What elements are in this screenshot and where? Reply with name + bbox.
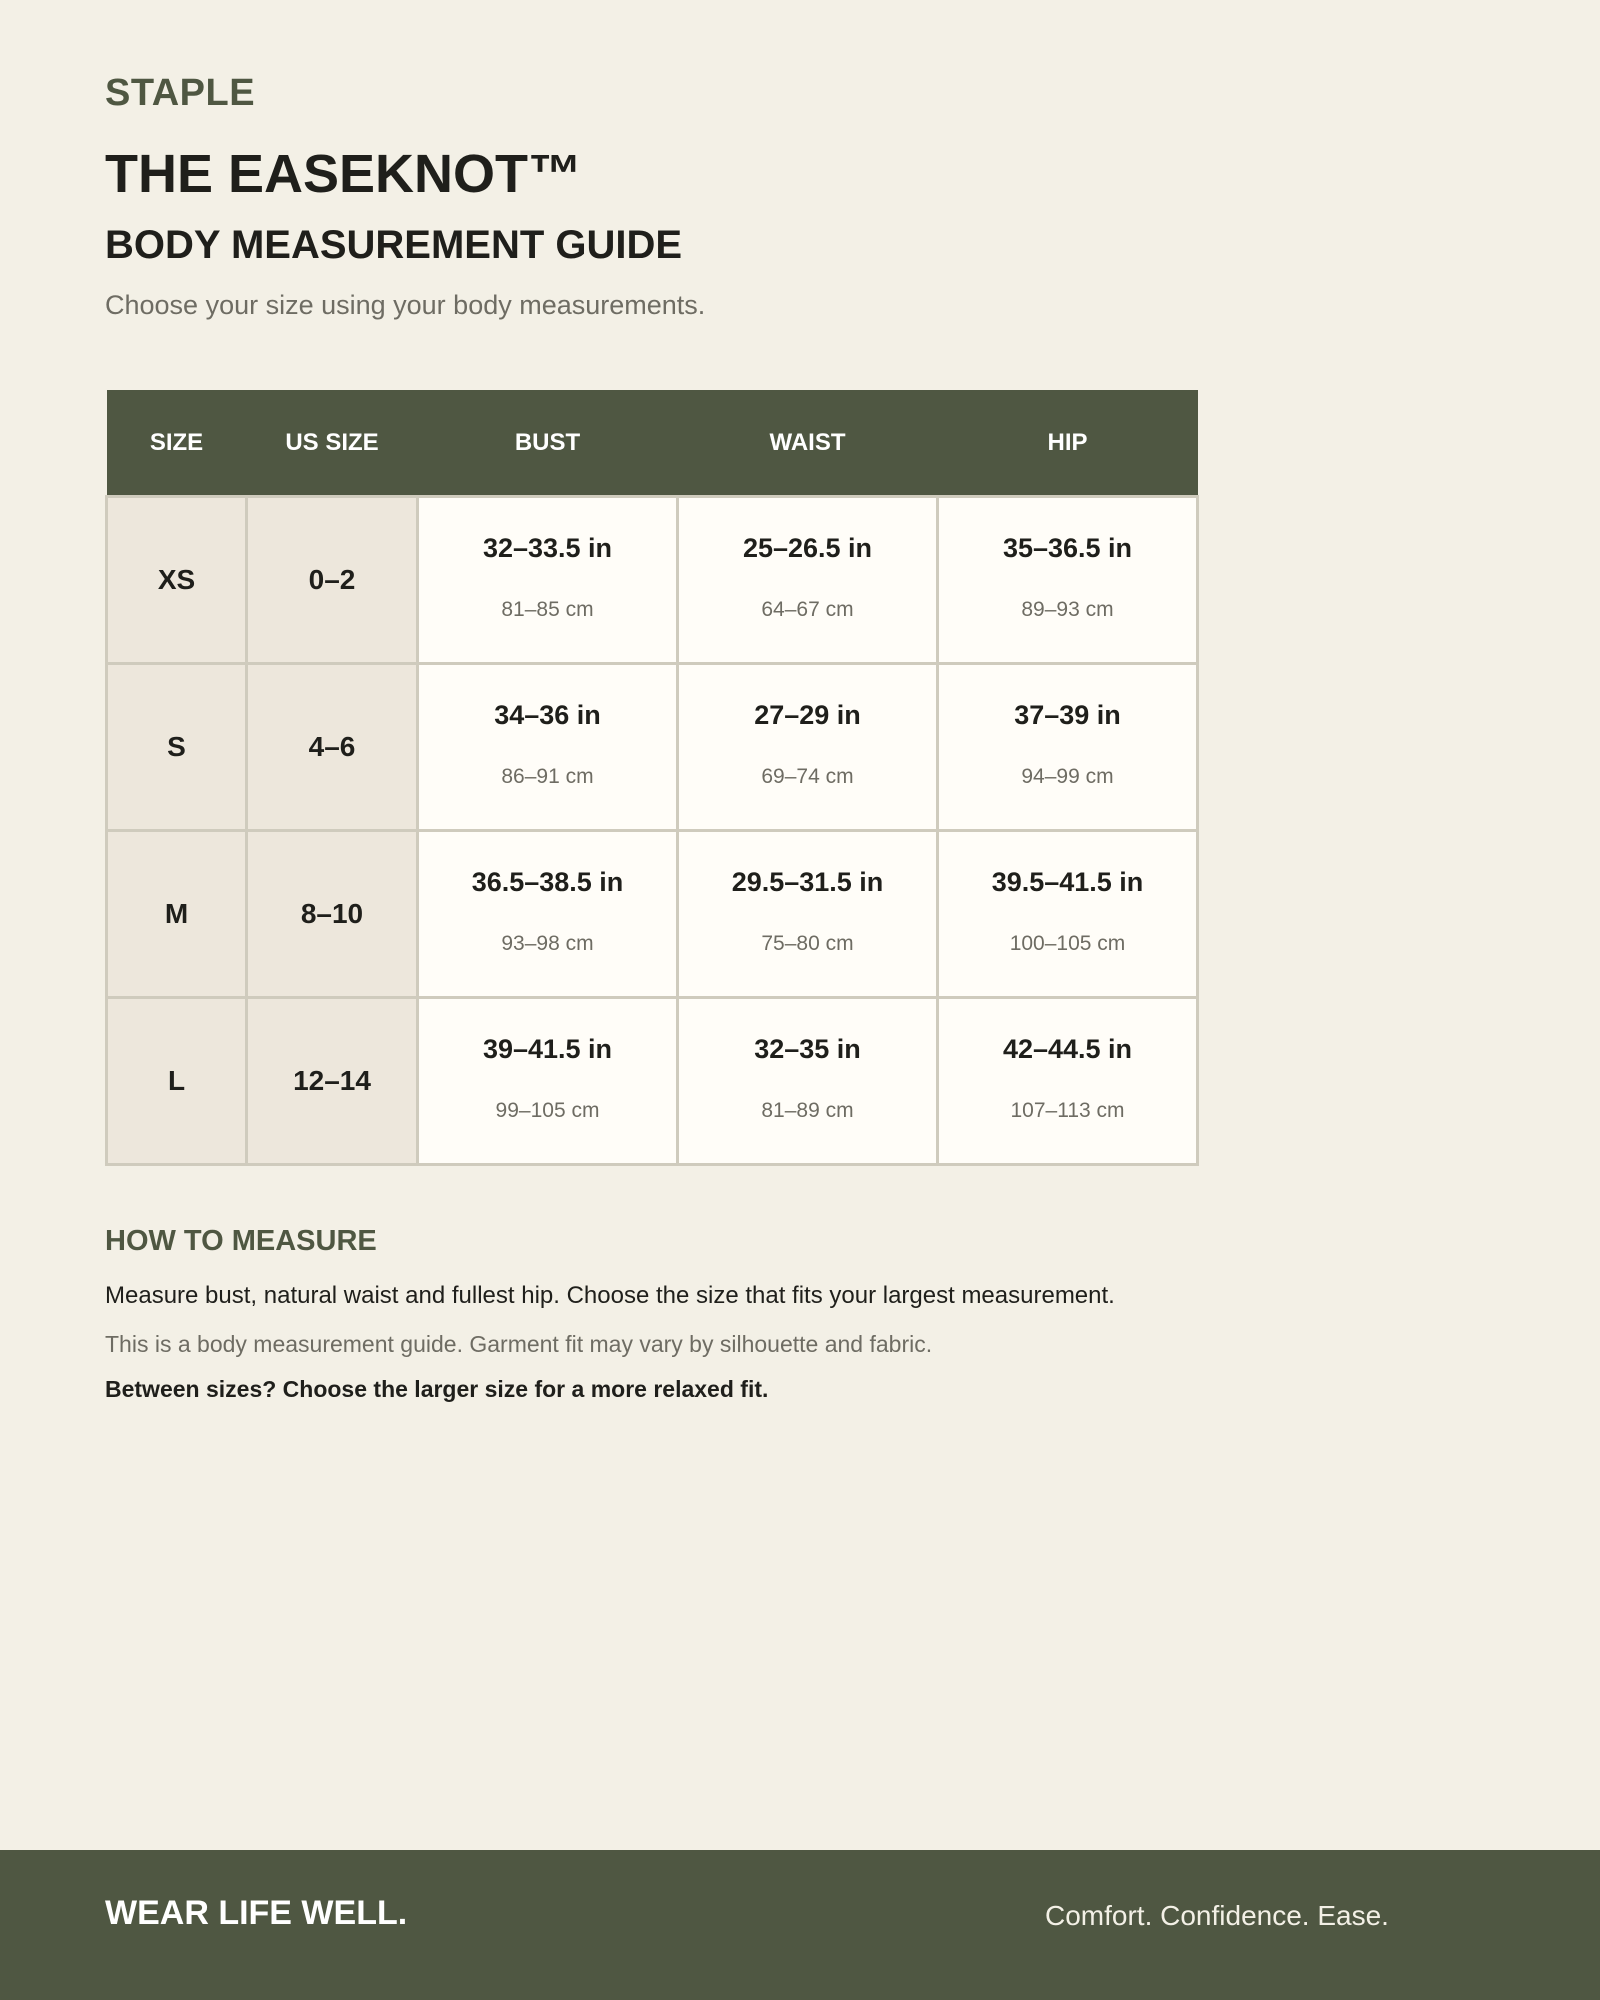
column-header-bust: BUST [418,390,678,497]
footer-tagline: Comfort. Confidence. Ease. [1045,1900,1389,1931]
bust-centimeters: 93–98 cm [501,931,594,955]
hip-cell [938,831,1198,998]
column-header-us-size: US SIZE [247,390,418,497]
hip-inches: 35–36.5 in [1002,532,1133,563]
bust-centimeters: 99–105 cm [495,1098,600,1122]
how-to-measure-heading: HOW TO MEASURE [105,1225,377,1257]
waist-cell [678,831,938,998]
bust-centimeters: 81–85 cm [501,597,594,621]
hip-cell [938,998,1198,1165]
waist-centimeters: 81–89 cm [761,1098,854,1122]
waist-inches: 29.5–31.5 in [731,866,884,897]
footer-slogan: WEAR LIFE WELL. [105,1894,408,1932]
hip-centimeters: 94–99 cm [1021,764,1114,788]
table-row [107,664,1198,831]
guide-subtitle: Choose your size using your body measurements. [105,290,706,320]
hip-cell [938,664,1198,831]
table-row [107,998,1198,1165]
waist-inches: 27–29 in [754,699,861,730]
hip-cell [938,497,1198,664]
waist-cell [678,664,938,831]
bust-inches: 32–33.5 in [482,532,613,563]
size-cell: L [107,998,247,1165]
table-header-row [107,390,1198,497]
waist-cell [678,497,938,664]
bust-inches: 39–41.5 in [482,1033,613,1064]
bust-cell [418,998,678,1165]
bust-inches: 34–36 in [494,699,601,730]
size-cell: XS [107,497,247,664]
waist-inches: 25–26.5 in [742,532,873,563]
hip-centimeters: 107–113 cm [1010,1098,1125,1122]
waist-centimeters: 64–67 cm [761,597,854,621]
column-header-size: SIZE [107,390,247,497]
column-header-hip: HIP [938,390,1198,497]
size-chart-table [105,390,1199,1166]
bust-centimeters: 86–91 cm [501,764,594,788]
waist-centimeters: 69–74 cm [761,764,854,788]
us-size-cell: 0–2 [247,497,418,664]
waist-centimeters: 75–80 cm [761,931,854,955]
table-row [107,831,1198,998]
hip-inches: 37–39 in [1014,699,1121,730]
footer-banner [0,1850,1600,2000]
hip-inches: 39.5–41.5 in [991,866,1144,897]
waist-inches: 32–35 in [754,1033,861,1064]
guide-title: BODY MEASUREMENT GUIDE [105,223,683,267]
bust-inches: 36.5–38.5 in [471,866,624,897]
brand-name: STAPLE [105,72,256,114]
bust-cell [418,664,678,831]
fit-disclaimer: This is a body measurement guide. Garment fit may vary by silhouette and fabric. [105,1331,933,1357]
bust-cell [418,831,678,998]
size-cell: S [107,664,247,831]
us-size-cell: 4–6 [247,664,418,831]
product-title: THE EASEKNOT™ [105,144,583,204]
hip-centimeters: 89–93 cm [1021,597,1114,621]
how-to-measure-instructions: Measure bust, natural waist and fullest hip. Choose the size that fits your largest measurement. [105,1282,1115,1309]
between-sizes-tip: Between sizes? Choose the larger size for a more relaxed fit. [105,1376,769,1402]
column-header-waist: WAIST [678,390,938,497]
hip-centimeters: 100–105 cm [1009,931,1126,955]
bust-cell [418,497,678,664]
hip-inches: 42–44.5 in [1002,1033,1133,1064]
size-cell: M [107,831,247,998]
us-size-cell: 12–14 [247,998,418,1165]
table-row [107,497,1198,664]
us-size-cell: 8–10 [247,831,418,998]
waist-cell [678,998,938,1165]
